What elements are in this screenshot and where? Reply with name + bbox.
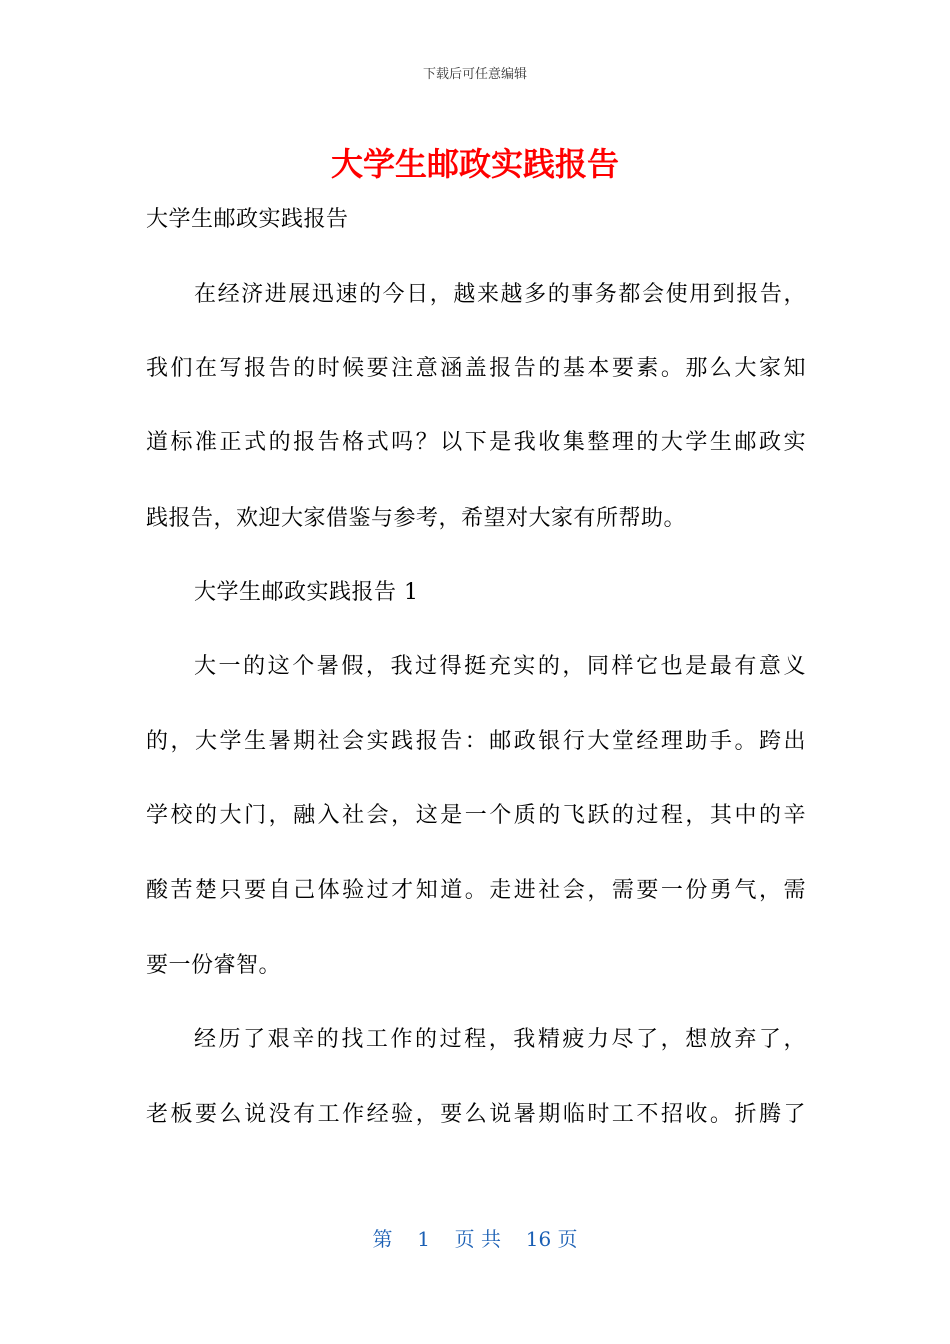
- paragraph-line: 道标准正式的报告格式吗？以下是我收集整理的大学生邮政实: [146, 430, 806, 455]
- paragraph-line: 酸苦楚只要自己体验过才知道。走进社会，需要一份勇气，需: [146, 878, 806, 903]
- page-footer: [0, 1225, 950, 1253]
- document-title: 大学生邮政实践报告: [330, 145, 619, 183]
- footer-total-pages: 16: [525, 1227, 552, 1251]
- paragraph-line: 的，大学生暑期社会实践报告：邮政银行大堂经理助手。跨出: [146, 729, 806, 754]
- paragraph-line: 我们在写报告的时候要注意涵盖报告的基本要素。那么大家知: [146, 356, 806, 381]
- document-subtitle: 大学生邮政实践报告: [146, 207, 349, 232]
- paragraph-line: 践报告，欢迎大家借鉴与参考，希望对大家有所帮助。: [146, 506, 687, 531]
- section-heading: 大学生邮政实践报告 1: [194, 580, 419, 605]
- paragraph-line: 经历了艰辛的找工作的过程，我精疲力尽了，想放弃了，: [194, 1027, 806, 1052]
- paragraph-line: 大一的这个暑假，我过得挺充实的，同样它也是最有意义: [194, 654, 806, 679]
- footer-suffix: 页: [557, 1227, 578, 1251]
- paragraph-line: 学校的大门，融入社会，这是一个质的飞跃的过程，其中的辛: [146, 803, 806, 828]
- paragraph-line: 老板要么说没有工作经验，要么说暑期临时工不招收。折腾了: [146, 1102, 806, 1127]
- paragraph-line: 要一份睿智。: [146, 953, 282, 978]
- footer-middle: 页 共: [454, 1227, 501, 1251]
- paragraph-line: 在经济进展迅速的今日，越来越多的事务都会使用到报告，: [194, 282, 806, 307]
- footer-prefix: 第: [372, 1227, 393, 1251]
- header-note: 下载后可任意编辑: [422, 67, 527, 82]
- footer-page-number: 1: [417, 1227, 430, 1251]
